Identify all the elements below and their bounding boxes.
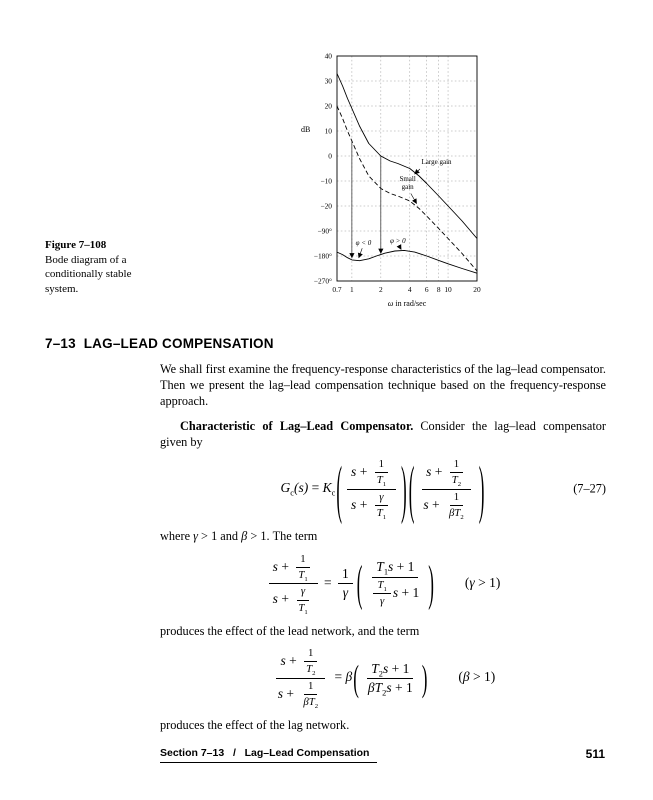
equation-lead-term-body: s + $\frac{1}{T_1}$ s + $\frac{\gamma}{T_1}$ = $\frac{1}{\gamma}$ ( $T_1s + 1$ $\frac{T_1}{\gamma}$ s + 1 ) (γ > 1) (266, 575, 501, 590)
svg-text:20: 20 (324, 101, 332, 111)
body-column (160, 361, 606, 734)
svg-text:4: 4 (407, 285, 412, 294)
figure-caption-line: system. (45, 282, 79, 295)
run-in-heading: Characteristic of Lag–Lead Compensator. (180, 418, 414, 433)
equation-lag-term-body: s + $\frac{1}{T_2}$ s + $\frac{1}{\beta T_2}$ = β( $\frac{T_2s + 1}{\beta T_2s + 1}$ ) (β > 1) (277, 647, 496, 711)
equation-7-27-body: $G_c(s) = K_c$( s + $\frac{1}{T_1}$ s + $\frac{\gamma}{T_1}$ ) ( s + $\frac{1}{T_2}$ s + $\frac{1}{\beta T_2}$ ) (280, 453, 485, 526)
page-footer (160, 747, 605, 763)
svg-text:−10: −10 (320, 176, 332, 186)
lead-network-text: produces the effect of the lead network, and the term (160, 623, 420, 638)
svg-text:φ > 0: φ > 0 (389, 236, 406, 245)
svg-text:40: 40 (324, 51, 332, 61)
figure-caption-line: conditionally stable (45, 268, 132, 281)
footer-page-number: 511 (585, 747, 605, 761)
svg-text:30: 30 (324, 76, 332, 86)
equation-lag-term (160, 647, 606, 711)
run-in-rest: Consider the lag–lead compensator given by (160, 418, 606, 449)
svg-text:gain: gain (401, 183, 414, 191)
svg-text:ω in rad/sec: ω in rad/sec (387, 299, 427, 308)
where-clause: where γ > 1 and β > 1. The term (160, 529, 318, 544)
svg-text:20: 20 (473, 285, 481, 294)
svg-text:−180°: −180° (313, 251, 332, 261)
equation-7-27 (160, 453, 606, 526)
svg-text:−20: −20 (320, 201, 332, 211)
svg-text:6: 6 (424, 285, 429, 294)
equation-number: (7–27) (573, 481, 606, 496)
svg-text:φ < 0: φ < 0 (355, 238, 372, 247)
svg-text:−270°: −270° (313, 276, 332, 286)
svg-text:0: 0 (328, 151, 332, 161)
svg-text:Large gain: Large gain (421, 158, 452, 166)
section-heading: 7–13 LAG–LEAD COMPENSATION (45, 336, 274, 351)
paragraph-intro: We shall first examine the frequency-response characteristics of the lag–lead compensator. Then we present the lag–lead compensation technique based on the frequency-response approach. (160, 362, 606, 409)
svg-text:2: 2 (378, 285, 383, 294)
svg-text:10: 10 (324, 126, 332, 136)
lag-network-text: produces the effect of the lag network. (160, 718, 350, 733)
bode-figure (293, 44, 515, 317)
svg-text:Small: Small (399, 175, 416, 183)
bode-chart-svg (293, 44, 515, 312)
svg-text:−90°: −90° (317, 226, 332, 236)
figure-caption-line: Bode diagram of a (45, 253, 127, 266)
svg-text:dB: dB (301, 125, 311, 134)
svg-text:8: 8 (436, 285, 441, 294)
figure-caption (45, 238, 163, 296)
figure-area (45, 44, 605, 336)
svg-text:10: 10 (444, 285, 452, 294)
svg-text:1: 1 (350, 285, 354, 294)
svg-text:0.7: 0.7 (332, 285, 342, 294)
footer-section-label: Section 7–13 / Lag–Lead Compensation (160, 747, 377, 763)
equation-lead-term (160, 554, 606, 614)
figure-caption-title: Figure 7–108 (45, 239, 107, 251)
paragraph-characteristic (160, 418, 606, 450)
bode-plot-layer (301, 52, 481, 308)
